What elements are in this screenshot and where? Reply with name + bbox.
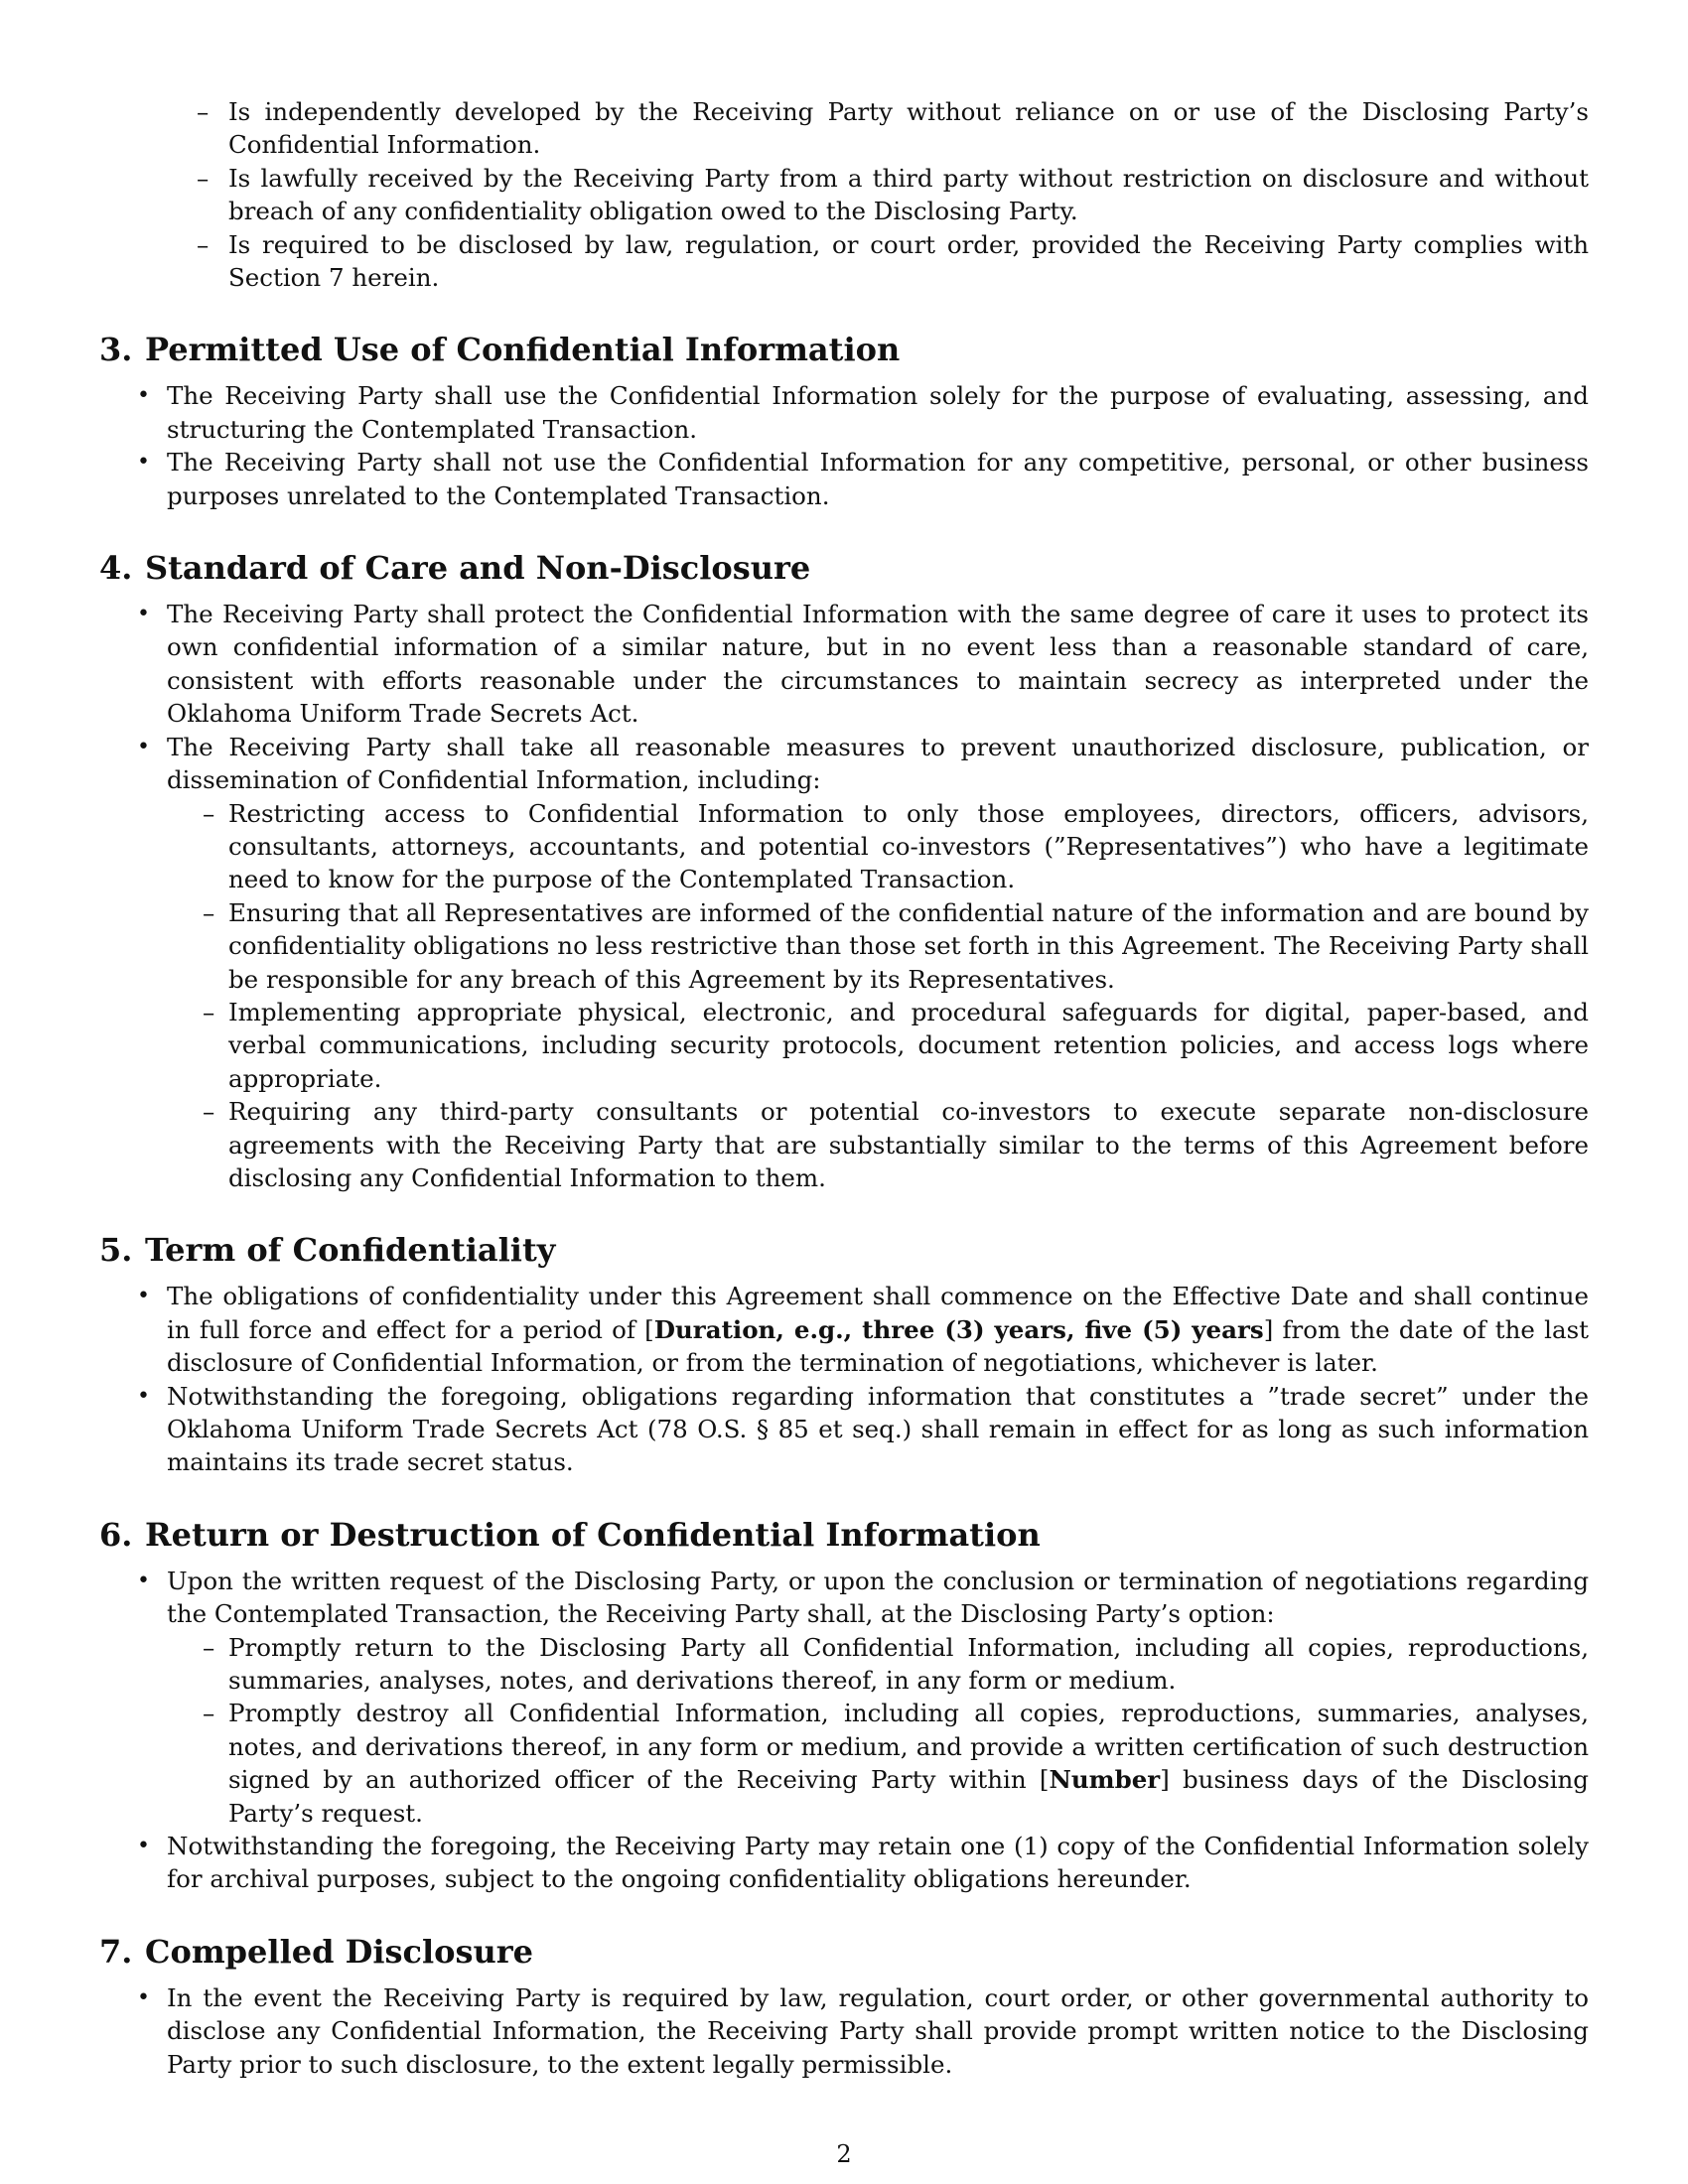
sub-list-item: – Ensuring that all Representatives are informed of the confidential nature of the information and are bound by confidentiality obligations no less restrictive than those set forth in this Agreement. The Receiving Party shall be responsible for any breach of this Agreement by its Representatives.: [167, 896, 1589, 996]
list-item: • Notwithstanding the foregoing, obligations regarding information that constitutes a ”trade secret” under the Oklahoma Uniform Trade Secrets Act (78 O.S. § 85 et seq.) shall remain in effect for as long as such information maintains its trade secret status.: [99, 1380, 1589, 1479]
section-5-list: [99, 1280, 1589, 1478]
section-number: 5.: [99, 1231, 133, 1270]
sub-list-item: – Promptly return to the Disclosing Party all Confidential Information, including all copies, reproductions, summaries, analyses, notes, and derivations thereof, in any form or medium.: [167, 1631, 1589, 1698]
section-title: Compelled Disclosure: [145, 1932, 533, 1971]
section-heading-return-destruction: [99, 1515, 1589, 1555]
page-number: 2: [836, 2140, 852, 2168]
section-title: Standard of Care and Non-Disclosure: [145, 549, 811, 588]
list-item: • The Receiving Party shall protect the Confidential Information with the same degree of care it uses to protect its own confidential information of a similar nature, but in no event less than a reasonable standard of care, consistent with efforts reasonable under the circumstances to maintain secrecy as interpreted under the Oklahoma Uniform Trade Secrets Act.: [99, 598, 1589, 731]
section-title: Permitted Use of Confidential Information: [145, 331, 901, 369]
sub-list-item: – Restricting access to Confidential Information to only those employees, directors, officers, advisors, consultants, attorneys, accountants, and potential co-investors (”Representatives”) who have a legitimate need to know for the purpose of the Contemplated Transaction.: [167, 797, 1589, 896]
section-heading-standard-of-care: [99, 548, 1589, 588]
list-item: – Is required to be disclosed by law, regulation, or court order, provided the Receiving Party complies with Section 7 herein.: [99, 228, 1589, 295]
sub-list-item: – Promptly destroy all Confidential Information, including all copies, reproductions, summaries, analyses, notes, and derivations thereof, in any form or medium, and provide a written certification of such destruction signed by an authorized officer of the Receiving Party within [Number] business days of the Disclosing Party’s request.: [167, 1697, 1589, 1830]
list-item-text: Upon the written request of the Disclosing Party, or upon the conclusion or termination of negotiations regarding the Contemplated Transaction, the Receiving Party shall, at the Disclosing Party’s option:: [167, 1566, 1589, 1629]
number-placeholder: Number: [1049, 1765, 1161, 1795]
section-4-list: [99, 598, 1589, 1194]
text-run: from the date of the last disclosure of Confidential Information, or from the termination of negotiations, whichever is later.: [167, 1314, 1589, 1378]
exclusions-continued-list: [99, 95, 1589, 294]
section-number: 6.: [99, 1515, 133, 1554]
list-item: • The Receiving Party shall use the Confidential Information solely for the purpose of evaluating, assessing, and structuring the Contemplated Transaction.: [99, 379, 1589, 446]
list-item: – Is lawfully received by the Receiving Party from a third party without restriction on disclosure and without breach of any confidentiality obligation owed to the Disclosing Party.: [99, 162, 1589, 228]
section-3-list: [99, 379, 1589, 512]
section-title: Return or Destruction of Confidential Information: [145, 1515, 1041, 1554]
section-heading-term: [99, 1230, 1589, 1270]
text-run: business days of the Disclosing Party’s request.: [228, 1765, 1589, 1828]
section-4-sublist: [167, 797, 1589, 1195]
sub-list-item: – Implementing appropriate physical, electronic, and procedural safeguards for digital, paper-based, and verbal communications, including security protocols, document retention policies, and access logs where appropriate.: [167, 996, 1589, 1095]
list-item: • Notwithstanding the foregoing, the Receiving Party may retain one (1) copy of the Confidential Information solely for archival purposes, subject to the ongoing confidentiality obligations hereunder.: [99, 1830, 1589, 1896]
section-number: 7.: [99, 1932, 133, 1971]
duration-placeholder: Duration, e.g., three (3) years, five (5) years: [653, 1314, 1264, 1344]
list-item: [99, 1565, 1589, 1830]
section-6-list: [99, 1565, 1589, 1896]
list-item: – Is independently developed by the Receiving Party without reliance on or use of the Disclosing Party’s Confidential Information.: [99, 95, 1589, 162]
list-item: • The obligations of confidentiality under this Agreement shall commence on the Effective Date and shall continue in full force and effect for a period of [Duration, e.g., three (3) years, five (5) years] from the date of the last disclosure of Confidential Information, or from the termination of negotiations, whichever is later.: [99, 1280, 1589, 1379]
sub-list-item: – Requiring any third-party consultants or potential co-investors to execute separate non-disclosure agreements with the Receiving Party that are substantially similar to the terms of this Agreement before disclosing any Confidential Information to them.: [167, 1095, 1589, 1194]
text-run: Promptly destroy all Confidential Information, including all copies, reproductions, summaries, analyses, notes, and derivations thereof, in any form or medium, and provide a written certification of such destruction signed by an authorized officer of the Receiving Party within: [228, 1699, 1589, 1795]
section-heading-compelled-disclosure: [99, 1932, 1589, 1972]
section-7-list: [99, 1981, 1589, 2081]
list-item: • In the event the Receiving Party is required by law, regulation, court order, or other governmental authority to disclose any Confidential Information, the Receiving Party shall provide prompt written notice to the Disclosing Party prior to such disclosure, to the extent legally permissible.: [99, 1981, 1589, 2081]
list-item-text: The Receiving Party shall take all reasonable measures to prevent unauthorized disclosure, publication, or dissemination of Confidential Information, including:: [167, 732, 1589, 795]
document-body: [99, 95, 1589, 2081]
list-item: [99, 731, 1589, 1195]
section-title: Term of Confidentiality: [145, 1231, 556, 1270]
text-run: The obligations of confidentiality under this Agreement shall commence on the Effective Date and shall continue in full force and effect for a period of: [167, 1282, 1589, 1344]
section-number: 3.: [99, 331, 133, 369]
list-item: • The Receiving Party shall not use the Confidential Information for any competitive, personal, or other business purposes unrelated to the Contemplated Transaction.: [99, 446, 1589, 512]
section-number: 4.: [99, 549, 133, 588]
section-6-sublist: [167, 1631, 1589, 1830]
section-heading-permitted-use: [99, 330, 1589, 369]
